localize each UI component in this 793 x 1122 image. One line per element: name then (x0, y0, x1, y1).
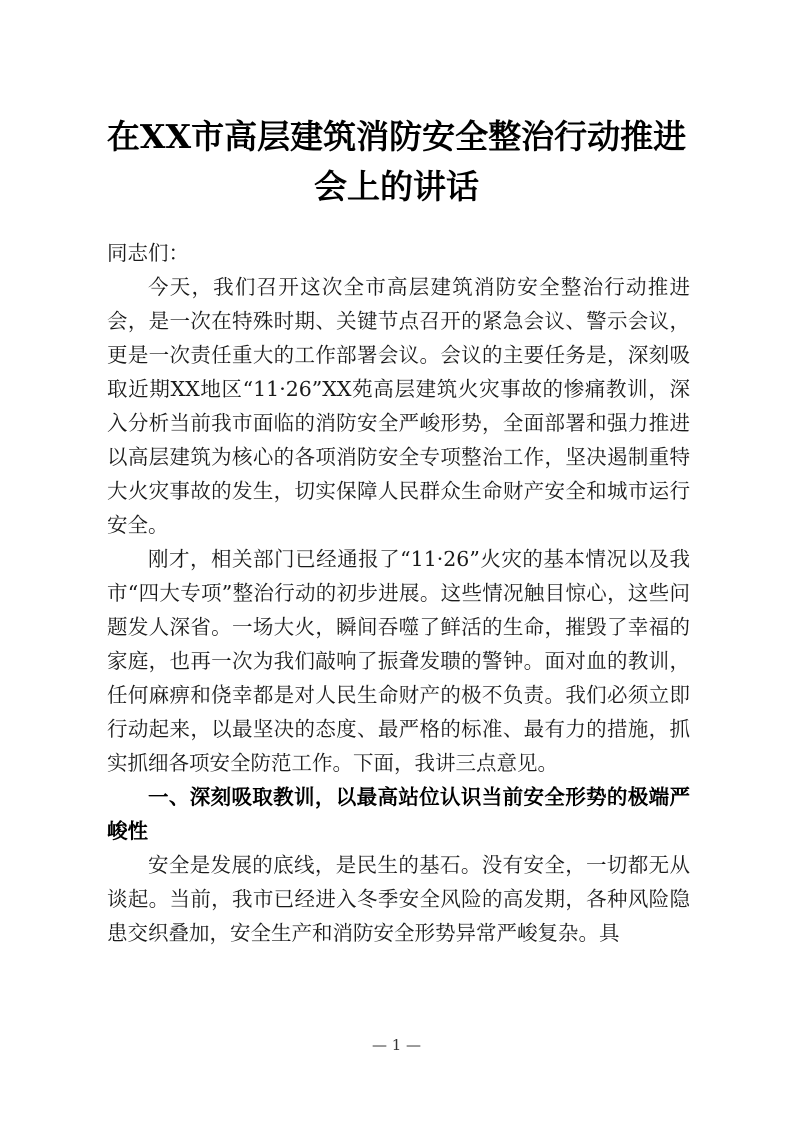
title-line-1: 在XX市高层建筑消防安全整治行动推进 (106, 117, 687, 156)
paragraph-section-1: 安全是发展的底线，是民生的基石。没有安全，一切都无从谈起。当前，我市已经进入冬季安全风险的高发期，各种风险隐患交织叠加，安全生产和消防安全形势异常严峻复杂。具 (107, 853, 690, 945)
document-body (107, 236, 690, 950)
salutation: 同志们： (107, 241, 189, 265)
paragraph-briefing: 刚才，相关部门已经通报了“11·26”火灾的基本情况以及我市“四大专项”整治行动的初步进展。这些情况触目惊心，这些问题发人深省。一场大火，瞬间吞噬了鲜活的生命，摧毁了幸福的家庭，也再一次为我们敲响了振聋发聩的警钟。面对血的教训，任何麻痹和侥幸都是对人民生命财产的极不负责。我们必须立即行动起来，以最坚决的态度、最严格的标准、最有力的措施，抓实抓细各项安全防范工作。下面，我讲三点意见。 (107, 547, 690, 775)
document-title (90, 112, 703, 212)
page-number: — 1 — (371, 1036, 422, 1054)
paragraph-opening: 今天，我们召开这次全市高层建筑消防安全整治行动推进会，是一次在特殊时期、关键节点召开的紧急会议、警示会议，更是一次责任重大的工作部署会议。会议的主要任务是，深刻吸取近期XX地区“11·26”XX苑高层建筑火灾事故的惨痛教训，深入分析当前我市面临的消防安全严峻形势，全面部署和强力推进以高层建筑为核心的各项消防安全专项整治工作，坚决遏制重特大火灾事故的发生，切实保障人民群众生命财产安全和城市运行安全。 (107, 275, 690, 537)
section-heading-1: 一、深刻吸取教训，以最高站位认识当前安全形势的极端严峻性 (107, 785, 690, 843)
title-line-2: 会上的讲话 (314, 167, 479, 206)
